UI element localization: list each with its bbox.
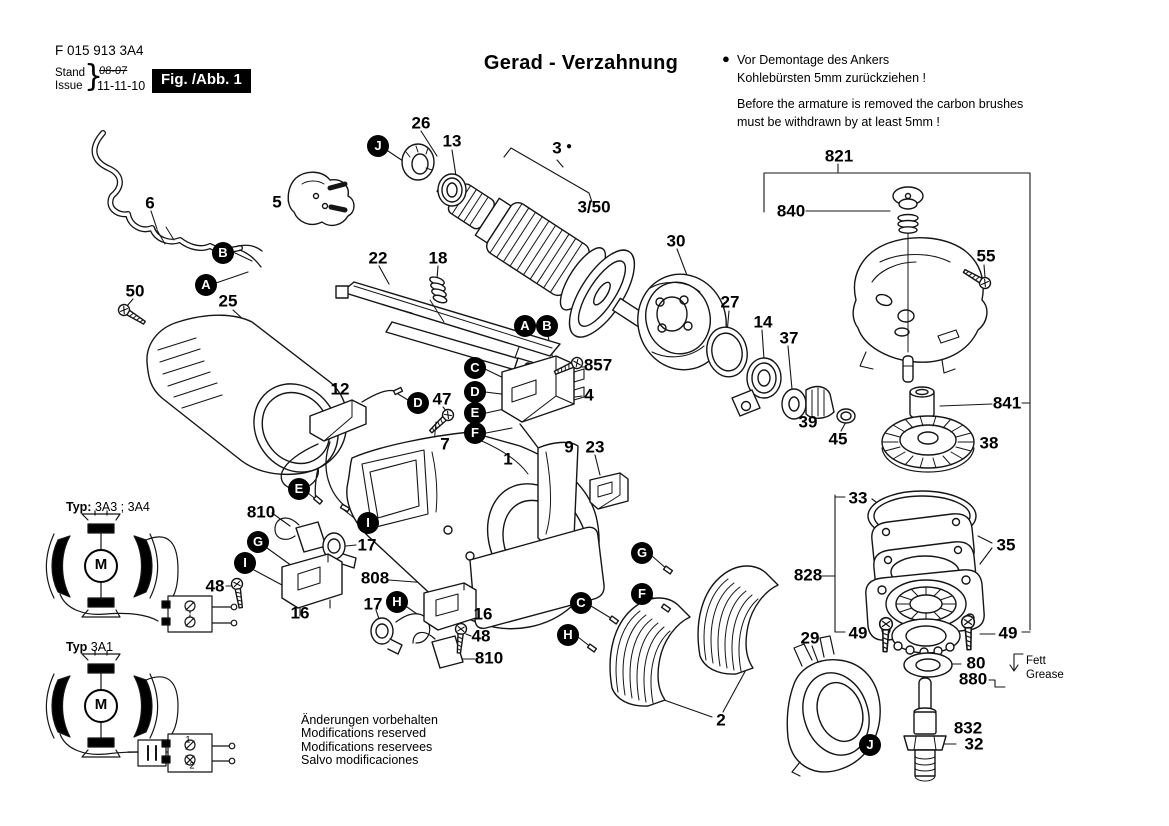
callout-i: I — [357, 512, 379, 534]
callout-f: F — [464, 422, 486, 444]
notice-de-line2: Kohlebürsten 5mm zurückziehen ! — [737, 71, 926, 85]
part-label-25: 25 — [218, 291, 238, 311]
callout-g: G — [247, 531, 269, 553]
callout-e: E — [464, 402, 486, 424]
page-title: Gerad - Verzahnung — [483, 52, 679, 74]
callout-j: J — [859, 734, 881, 756]
part-label-dot: ● — [565, 141, 573, 152]
footer-line: Salvo modificaciones — [301, 753, 419, 768]
part-label-17: 17 — [357, 535, 377, 555]
part-label-821: 821 — [824, 146, 854, 166]
part-label-80: 80 — [966, 653, 986, 673]
part-label-857: 857 — [583, 355, 613, 375]
part-label-5: 5 — [272, 192, 282, 212]
part-label-810: 810 — [246, 502, 276, 522]
part-label-32: 32 — [964, 734, 984, 754]
part-label-29: 29 — [800, 628, 820, 648]
callout-g: G — [631, 542, 653, 564]
part-label-828: 828 — [793, 565, 823, 585]
part-label-18: 18 — [428, 248, 448, 268]
callout-c: C — [570, 592, 592, 614]
part-label-7: 7 — [440, 434, 450, 454]
callout-a: A — [514, 315, 536, 337]
callout-f: F — [631, 583, 653, 605]
part-label-2: 2 — [189, 760, 195, 771]
callout-h: H — [557, 624, 579, 646]
part-label-45: 45 — [828, 429, 848, 449]
document-number: F 015 913 3A4 — [55, 43, 144, 58]
motor-symbol-2: M — [84, 689, 118, 723]
motor-symbol-1: M — [84, 549, 118, 583]
notice-en-line2: must be withdrawn by at least 5mm ! — [737, 115, 940, 129]
callout-h: H — [386, 591, 408, 613]
callout-d: D — [464, 381, 486, 403]
notice-en-line1: Before the armature is removed the carbon brushes — [737, 97, 1024, 111]
part-label-39: 39 — [798, 412, 818, 432]
part-label-4: 4 — [584, 385, 594, 405]
part-label-12: 12 — [330, 379, 350, 399]
part-label-2: 2 — [716, 710, 726, 730]
part-label-50: 50 — [125, 281, 145, 301]
callout-i: I — [234, 552, 256, 574]
part-label-810: 810 — [474, 648, 504, 668]
part-label-47: 47 — [432, 389, 452, 409]
part-label-48: 48 — [205, 576, 225, 596]
part-label-35: 35 — [996, 535, 1016, 555]
part-label-13: 13 — [442, 131, 462, 151]
notice-de-line1: Vor Demontage des Ankers — [737, 53, 890, 67]
callout-c: C — [464, 357, 486, 379]
superseded-date: 08-07 — [98, 65, 128, 77]
callout-b: B — [536, 315, 558, 337]
part-label-1: 1 — [185, 734, 191, 745]
stand-issue-labels — [55, 67, 85, 93]
part-label-33: 33 — [848, 488, 868, 508]
part-label-832: 832 — [953, 718, 983, 738]
callout-j: J — [367, 135, 389, 157]
callout-e: E — [288, 478, 310, 500]
figure-label: Fig. /Abb. 1 — [152, 69, 251, 93]
part-label-49: 49 — [848, 623, 868, 643]
footer-line: Modifications reserved — [301, 726, 427, 741]
part-label-23: 23 — [585, 437, 605, 457]
issue-label: Issue — [55, 80, 83, 92]
part-label-48: 48 — [471, 626, 491, 646]
part-label-27: 27 — [720, 292, 740, 312]
part-label-26: 26 — [411, 113, 431, 133]
revision-footer — [301, 714, 438, 768]
issue-date: 11-11-10 — [97, 79, 146, 93]
part-label-38: 38 — [979, 433, 999, 453]
callout-a: A — [195, 274, 217, 296]
callout-b: B — [212, 242, 234, 264]
part-label-17: 17 — [363, 594, 383, 614]
part-label-55: 55 — [976, 246, 996, 266]
grease-note: Fett Grease — [1026, 655, 1064, 681]
part-label-22: 22 — [368, 248, 388, 268]
type-block-label-3a1: Typ 3A1 — [66, 640, 114, 654]
footer-line: Änderungen vorbehalten — [301, 713, 438, 727]
part-label-37: 37 — [779, 328, 799, 348]
part-label-16: 16 — [290, 603, 310, 623]
part-label-6: 6 — [145, 193, 155, 213]
part-label-808: 808 — [360, 568, 390, 588]
part-label-840: 840 — [776, 201, 806, 221]
part-label-841: 841 — [992, 393, 1022, 413]
part-label-1: 1 — [503, 449, 513, 469]
brace-glyph: } — [84, 59, 104, 94]
stand-label: Stand — [55, 67, 86, 79]
part-label-16: 16 — [473, 604, 493, 624]
part-label-3: 3 — [552, 138, 562, 158]
callout-d: D — [407, 392, 429, 414]
footer-line: Modifications reservees — [301, 739, 433, 754]
part-label-3/50: 3/50 — [577, 197, 611, 217]
bullet-icon: ● — [722, 51, 730, 66]
part-label-880: 880 — [958, 669, 988, 689]
type-block-label-3a3-3a4: Typ: 3A3 ; 3A4 — [66, 500, 150, 514]
service-notice — [722, 51, 1057, 131]
part-label-9: 9 — [564, 437, 574, 457]
part-label-49: 49 — [998, 623, 1018, 643]
part-label-14: 14 — [753, 312, 773, 332]
part-label-30: 30 — [666, 231, 686, 251]
